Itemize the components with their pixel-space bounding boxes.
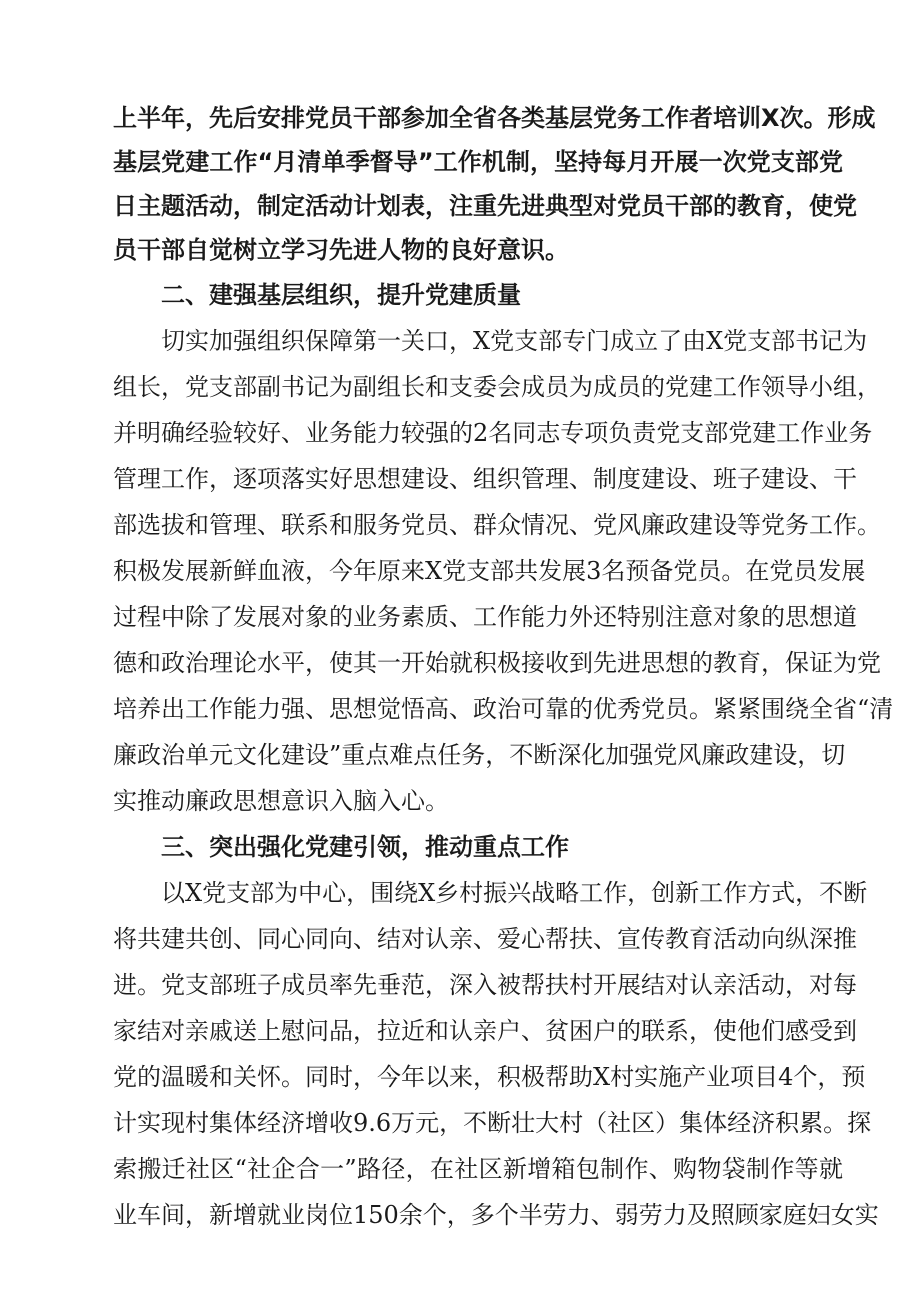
text-line: 德和政治理论水平，使其一开始就积极接收到先进思想的教育，保证为党 (113, 649, 881, 677)
section-heading-2 (113, 272, 843, 318)
text-line: 过程中除了发展对象的业务素质、工作能力外还特别注意对象的思想道 (113, 603, 857, 631)
text-line: 上半年，先后安排党员干部参加全省各类基层党务工作者培训X次。形成 (113, 104, 876, 132)
text-line: 员干部自觉树立学习先进人物的良好意识。 (113, 236, 569, 264)
text-line: 组长，党支部副书记为副组长和支委会成员为成员的党建工作领导小组， (113, 373, 881, 401)
paragraph-organization (113, 318, 894, 824)
text-line: 切实加强组织保障第一关口，X党支部专门成立了由X党支部书记为 (161, 327, 868, 355)
text-line: 廉政治单元文化建设”重点难点任务，不断深化加强党风廉政建设，切 (113, 741, 846, 769)
document-body (113, 96, 894, 1238)
text-line: 并明确经验较好、业务能力较强的2名同志专项负责党支部党建工作业务 (113, 419, 873, 447)
paragraph-training-summary (113, 96, 876, 272)
text-line: 索搬迁社区“社企合一”路径，在社区新增箱包制作、购物袋制作等就 (113, 1155, 843, 1183)
text-line: 培养出工作能力强、思想觉悟高、政治可靠的优秀党员。紧紧围绕全省“清 (113, 695, 894, 723)
text-line: 计实现村集体经济增收9.6万元，不断壮大村（社区）集体经济积累。探 (113, 1109, 872, 1137)
text-line: 基层党建工作“月清单季督导”工作机制，坚持每月开展一次党支部党 (113, 148, 843, 176)
text-line: 积极发展新鲜血液，今年原来X党支部共发展3名预备党员。在党员发展 (113, 557, 866, 585)
paragraph-key-work (113, 870, 879, 1238)
section-heading-3 (113, 824, 843, 870)
heading-text: 三、突出强化党建引领，推动重点工作 (161, 833, 569, 861)
text-line: 部选拔和管理、联系和服务党员、群众情况、党风廉政建设等党务工作。 (113, 511, 881, 539)
text-line: 以X党支部为中心，围绕X乡村振兴战略工作，创新工作方式，不断 (161, 879, 868, 907)
text-line: 日主题活动，制定活动计划表，注重先进典型对党员干部的教育，使党 (113, 192, 857, 220)
text-line: 业车间，新增就业岗位150余个，多个半劳力、弱劳力及照顾家庭妇女实 (113, 1201, 879, 1229)
text-line: 进。党支部班子成员率先垂范，深入被帮扶村开展结对认亲活动，对每 (113, 971, 857, 999)
heading-text: 二、建强基层组织，提升党建质量 (161, 281, 521, 309)
text-line: 党的温暖和关怀。同时，今年以来，积极帮助X村实施产业项目4个，预 (113, 1063, 866, 1091)
text-line: 家结对亲戚送上慰问品，拉近和认亲户、贫困户的联系，使他们感受到 (113, 1017, 857, 1045)
text-line: 管理工作，逐项落实好思想建设、组织管理、制度建设、班子建设、干 (113, 465, 857, 493)
text-line: 实推动廉政思想意识入脑入心。 (113, 787, 449, 815)
text-line: 将共建共创、同心同向、结对认亲、爱心帮扶、宣传教育活动向纵深推 (113, 925, 857, 953)
